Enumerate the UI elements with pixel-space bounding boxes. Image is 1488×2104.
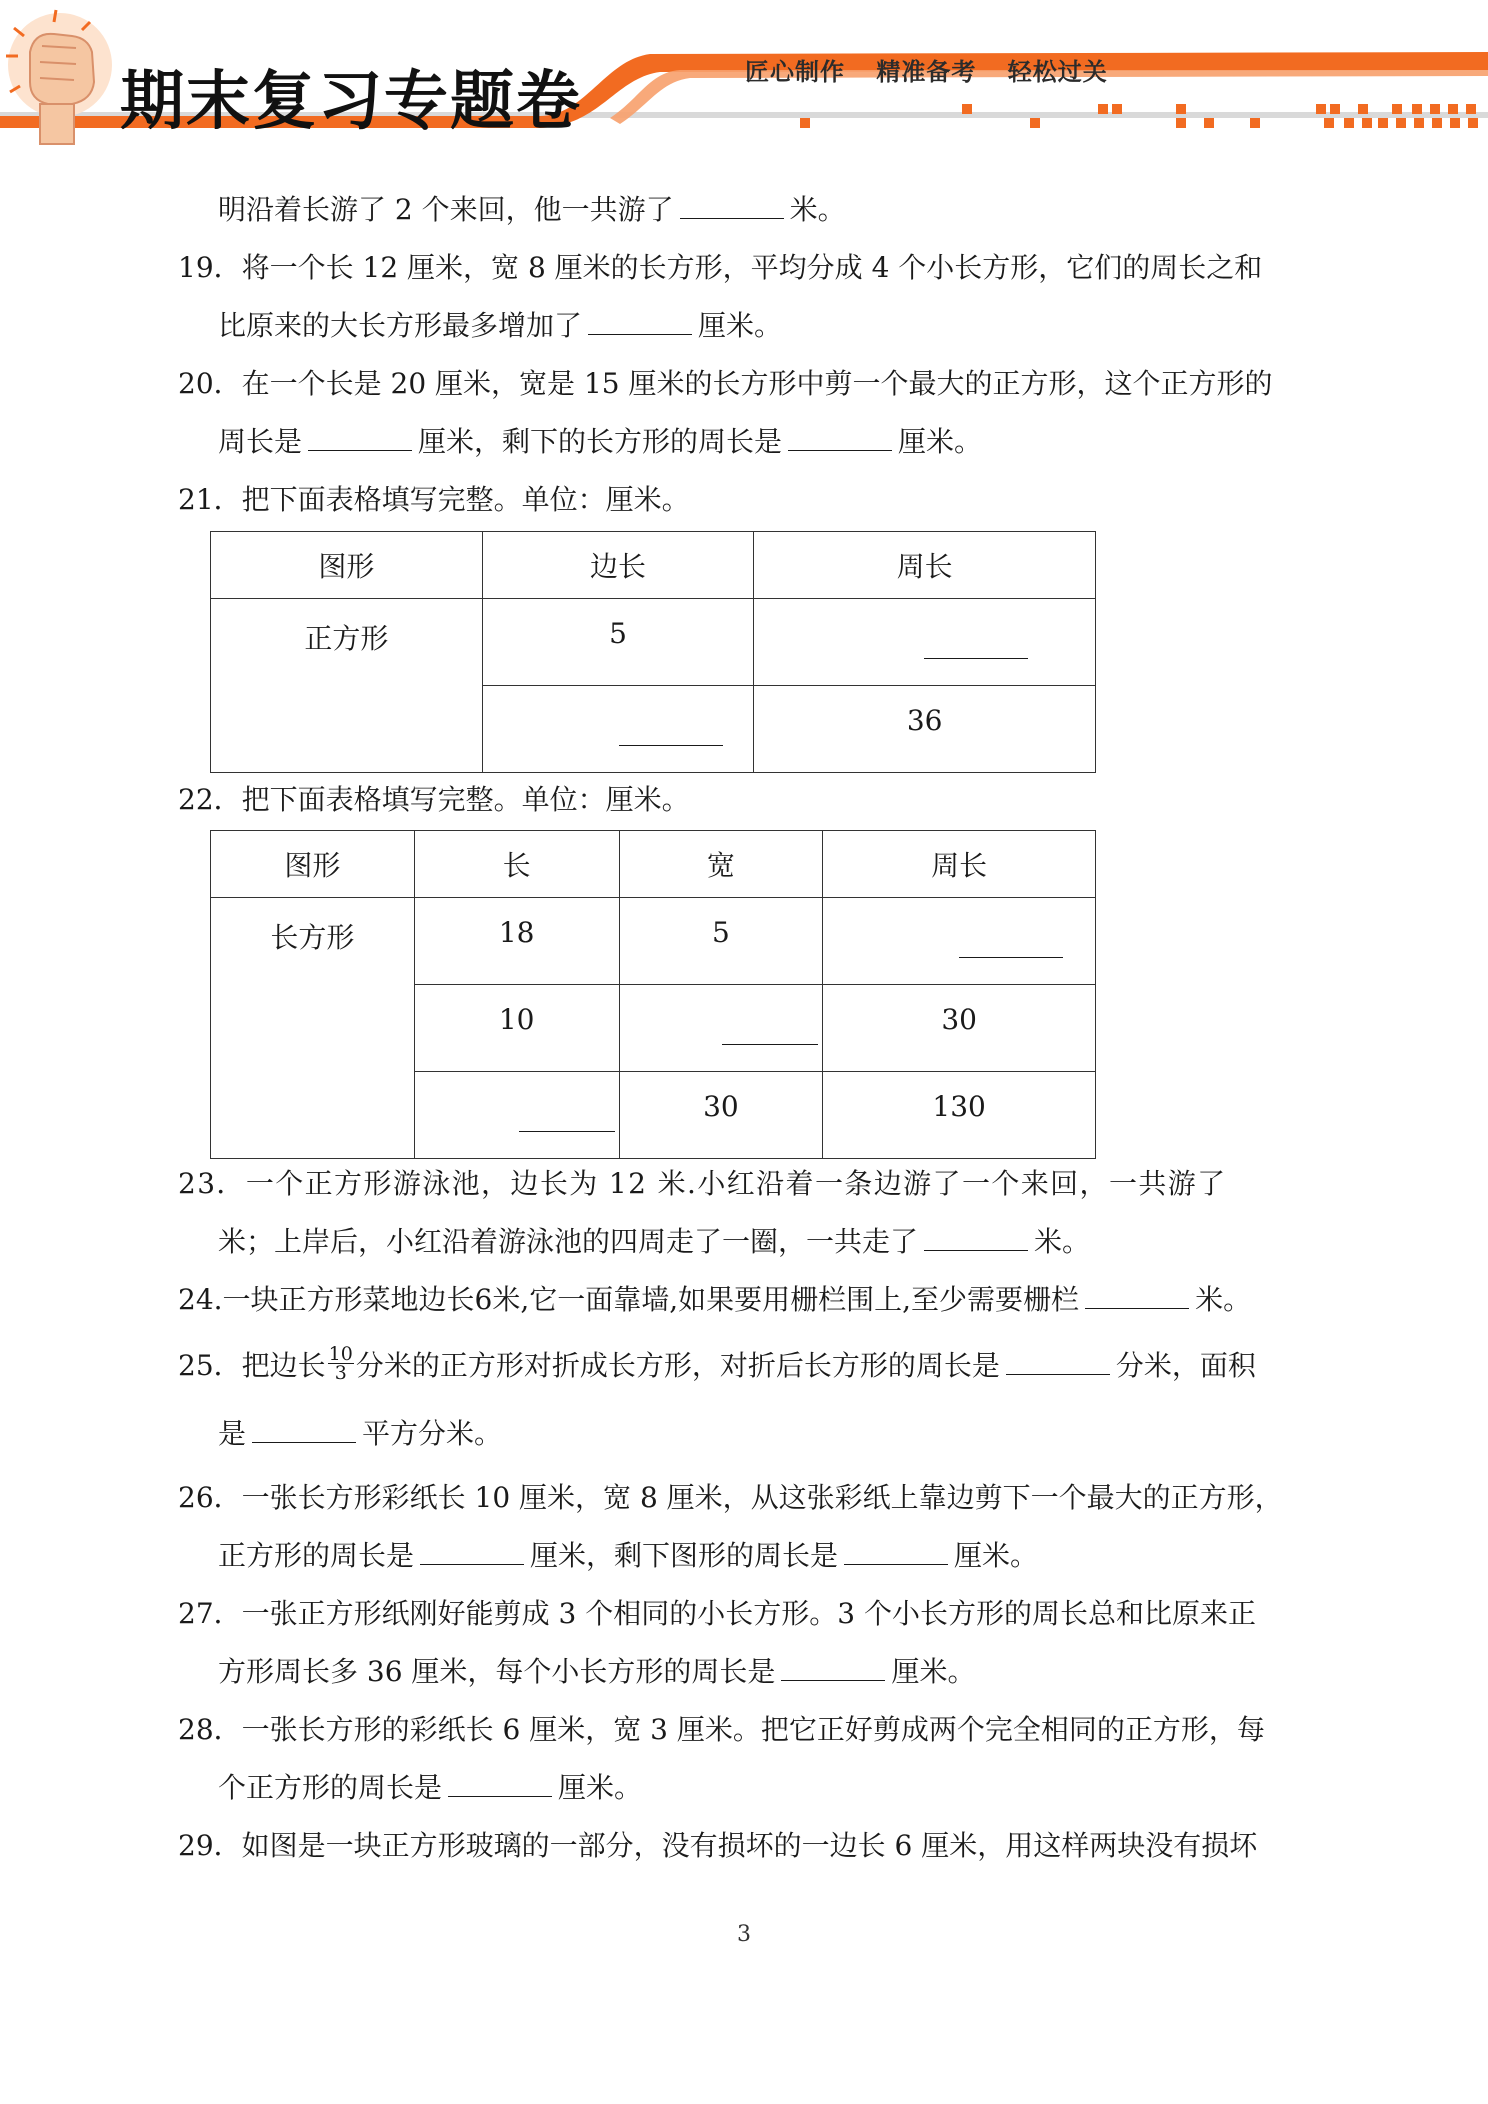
table-header: 宽: [619, 831, 823, 898]
answer-blank[interactable]: [588, 308, 692, 335]
cell-text: 36: [906, 704, 943, 737]
table-cell: [414, 898, 619, 985]
cell-text: 10: [498, 1003, 535, 1036]
table-cell-answer[interactable]: [414, 1072, 619, 1159]
question-text: 厘米，剩下的长方形的周长是: [418, 425, 783, 458]
page-number: 3: [737, 1922, 751, 1947]
answer-blank[interactable]: [1085, 1282, 1189, 1309]
question-text: 是: [218, 1417, 247, 1450]
cell-text: 18: [498, 916, 535, 949]
banner-slogan: 匠心制作 精准备考 轻松过关: [745, 58, 1108, 86]
fraction: [328, 1345, 354, 1382]
rectangle-table: [210, 830, 1096, 1159]
cell-text: 130: [932, 1090, 986, 1123]
question-21-text: 21．把下面表格填写完整。单位：厘米。: [178, 483, 690, 516]
question-23-line-1: 23．一个正方形游泳池，边长为 12 米.小红沿着一条边游了一个来回，一共游了: [178, 1167, 1227, 1200]
question-28-line-2: [218, 1768, 642, 1808]
unit-text: 米。: [1195, 1283, 1252, 1316]
answer-blank[interactable]: [781, 1654, 885, 1681]
question-text: 25．把边长: [178, 1349, 326, 1382]
table-cell: [754, 686, 1096, 773]
table-cell: [619, 898, 823, 985]
unit-text: 米。: [1034, 1225, 1091, 1258]
answer-blank[interactable]: [680, 192, 784, 219]
answer-blank[interactable]: [788, 424, 892, 451]
table-cell-answer[interactable]: [823, 898, 1096, 985]
table-cell-answer[interactable]: [619, 985, 823, 1072]
question-20-line-1: 20．在一个长是 20 厘米，宽是 15 厘米的长方形中剪一个最大的正方形，这个正方形的: [178, 367, 1273, 400]
answer-blank[interactable]: [619, 745, 723, 746]
table-cell: [619, 1072, 823, 1159]
unit-text: 米。: [789, 193, 846, 226]
question-26-line-2: [218, 1536, 1038, 1576]
cell-text: 正方形: [304, 622, 389, 655]
square-table: [210, 531, 1096, 773]
question-text: 方形周长多 36 厘米，每个小长方形的周长是: [218, 1655, 776, 1688]
unit-text: 厘米。: [558, 1771, 643, 1804]
question-18-tail: [218, 190, 846, 230]
unit-text: 平方分米。: [362, 1417, 503, 1450]
answer-blank[interactable]: [252, 1416, 356, 1443]
answer-blank[interactable]: [308, 424, 412, 451]
answer-blank[interactable]: [844, 1538, 948, 1565]
table-cell-answer[interactable]: [482, 686, 754, 773]
question-text: 分米的正方形对折成长方形，对折后长方形的周长是: [355, 1349, 1000, 1382]
table-header: 图形: [211, 532, 483, 599]
question-27-line-1: 27．一张正方形纸刚好能剪成 3 个相同的小长方形。3 个小长方形的周长总和比原来正: [178, 1597, 1256, 1630]
unit-text: 厘米。: [954, 1539, 1039, 1572]
question-text: 比原来的大长方形最多增加了: [218, 309, 583, 342]
answer-blank[interactable]: [1006, 1348, 1110, 1375]
question-27-line-2: [218, 1652, 975, 1692]
question-text: 24.一块正方形菜地边长6米,它一面靠墙,如果要用栅栏围上,至少需要栅栏: [178, 1283, 1080, 1316]
unit-text: 厘米。: [698, 309, 783, 342]
cell-text: 30: [941, 1003, 977, 1036]
cell-text: 5: [711, 916, 730, 949]
table-header: 周长: [823, 831, 1096, 898]
question-25-line-1: [178, 1343, 1256, 1386]
question-25-line-2: [218, 1414, 502, 1454]
answer-blank[interactable]: [924, 658, 1028, 659]
unit-text: 厘米。: [891, 1655, 976, 1688]
question-22-text: 22．把下面表格填写完整。单位：厘米。: [178, 783, 690, 816]
question-26-line-1: 26．一张长方形彩纸长 10 厘米，宽 8 厘米，从这张彩纸上靠边剪下一个最大的正方形，: [178, 1481, 1283, 1514]
table-cell: [414, 985, 619, 1072]
table-cell-shape: [211, 599, 483, 773]
table-cell: [823, 985, 1096, 1072]
question-20-line-2: [218, 422, 982, 462]
table-header: 周长: [754, 532, 1096, 599]
cell-text: 30: [703, 1090, 739, 1123]
question-23-line-2: [218, 1222, 1090, 1262]
fraction-numerator: 10: [328, 1343, 353, 1365]
table-header: 长: [414, 831, 619, 898]
question-text: 个正方形的周长是: [218, 1771, 443, 1804]
question-24: [178, 1280, 1251, 1320]
question-text: 米；上岸后，小红沿着游泳池的四周走了一圈，一共走了: [218, 1225, 919, 1258]
answer-blank[interactable]: [959, 957, 1063, 958]
answer-blank[interactable]: [519, 1131, 615, 1132]
answer-blank[interactable]: [722, 1044, 818, 1045]
cell-text: 5: [609, 617, 627, 650]
fraction-denominator: 3: [334, 1362, 347, 1384]
table-cell-shape: [211, 898, 415, 1159]
question-text: 正方形的周长是: [218, 1539, 415, 1572]
question-text: 分米，面积: [1115, 1349, 1256, 1382]
table-cell: [482, 599, 754, 686]
banner-title: 期末复习专题卷: [120, 65, 582, 139]
question-19-line-2: [218, 306, 782, 346]
table-cell: [823, 1072, 1096, 1159]
question-29-line-1: 29．如图是一块正方形玻璃的一部分，没有损坏的一边长 6 厘米，用这样两块没有损坏: [178, 1829, 1258, 1862]
table-cell-answer[interactable]: [754, 599, 1096, 686]
cell-text: 长方形: [270, 921, 355, 954]
unit-text: 厘米。: [898, 425, 983, 458]
question-19-line-1: 19．将一个长 12 厘米，宽 8 厘米的长方形，平均分成 4 个小长方形，它们的周长之和: [178, 251, 1263, 284]
answer-blank[interactable]: [420, 1538, 524, 1565]
table-header: 图形: [211, 831, 415, 898]
question-text: 厘米，剩下图形的周长是: [530, 1539, 839, 1572]
question-28-line-1: 28．一张长方形的彩纸长 6 厘米，宽 3 厘米。把它正好剪成两个完全相同的正方形，每: [178, 1713, 1265, 1746]
question-text: 明沿着长游了 2 个来回，他一共游了: [218, 193, 674, 226]
answer-blank[interactable]: [448, 1770, 552, 1797]
table-header: 边长: [482, 532, 754, 599]
answer-blank[interactable]: [924, 1224, 1028, 1251]
question-text: 周长是: [218, 425, 303, 458]
